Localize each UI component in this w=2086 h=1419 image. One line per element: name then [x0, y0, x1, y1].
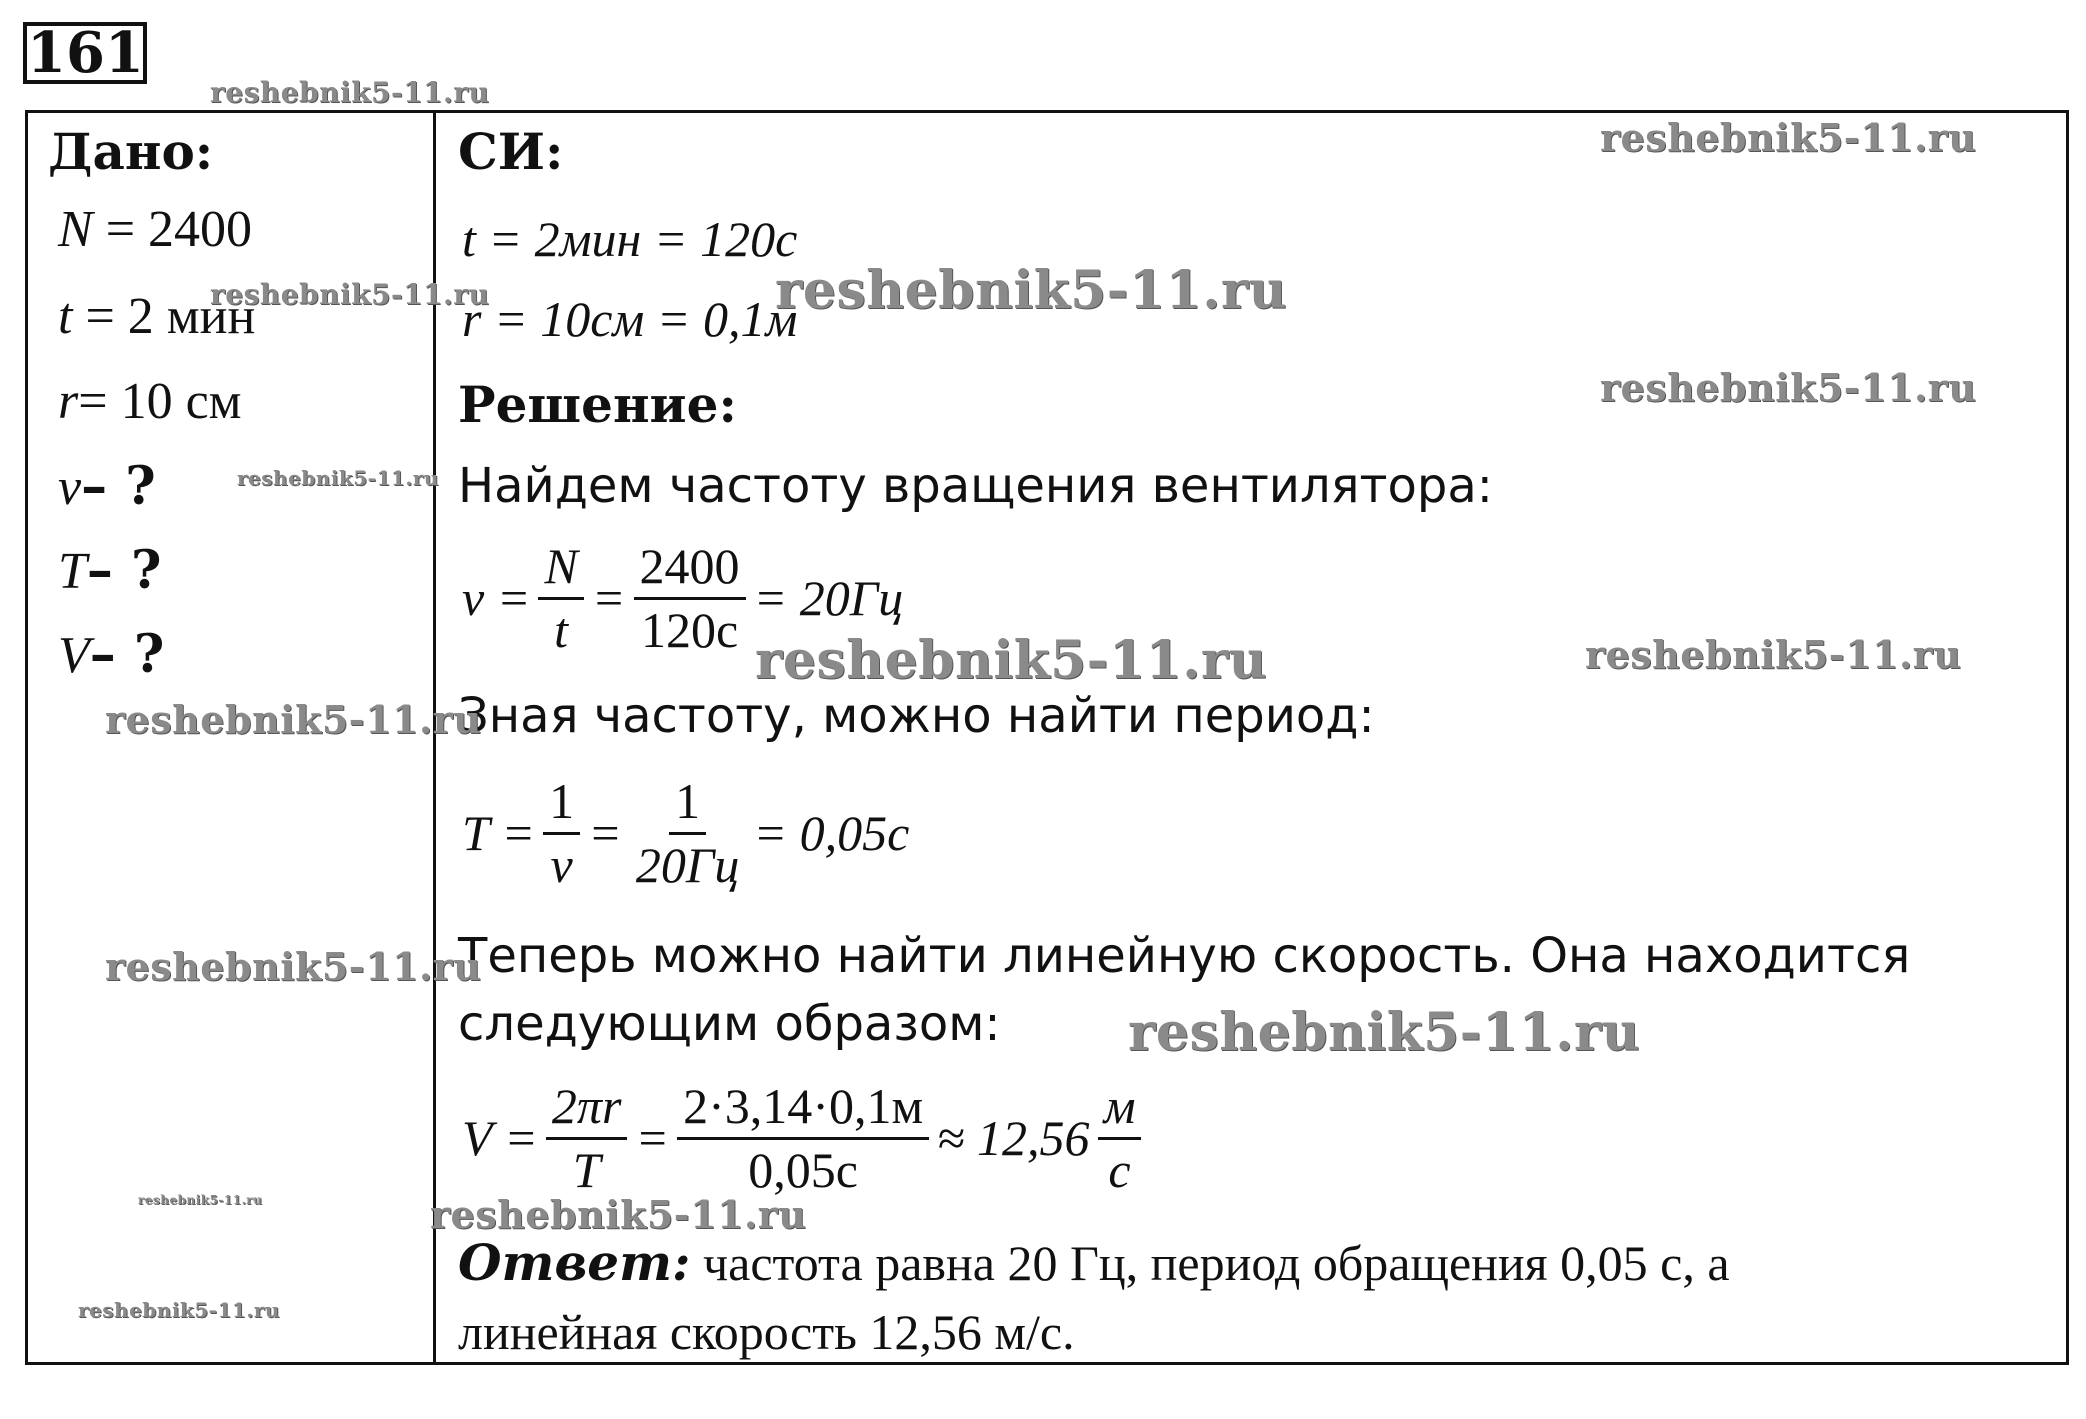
si-radius: r = 10см = 0,1м — [462, 291, 798, 347]
answer-label: Ответ: — [458, 1233, 691, 1292]
given-t: t = 2 мин — [58, 288, 256, 345]
period-formula: T = $\frac{1}{\nu}$ = $\frac{1}{20Гц}$ = 0,05с — [462, 773, 910, 893]
find-frequency-text: Найдем частоту вращения вентилятора: — [458, 458, 1493, 514]
speed-formula: V = $\frac{2\pi r}{T}$ = $\frac{2\cdot 3,14\cdot 0,1м}{0,05с}$ ≈ 12,56 $\frac{м}{с}$ — [462, 1080, 1149, 1196]
unknown-frequency: ν– ? — [58, 456, 156, 517]
watermark: reshebnik5-11.ru — [210, 278, 490, 311]
watermark: reshebnik5-11.ru — [105, 944, 482, 989]
given-n: N = 2400 — [58, 201, 253, 258]
unknown-period: T– ? — [58, 540, 162, 601]
watermark: reshebnik5-11.ru — [237, 466, 439, 490]
si-time: t = 2мин = 120с — [462, 211, 798, 267]
si-header: СИ: — [458, 122, 564, 181]
watermark: reshebnik5-11.ru — [78, 1298, 280, 1322]
answer-line1: Ответ: частота равна 20 Гц, период обращения 0,05 с, а — [458, 1233, 1730, 1292]
watermark: reshebnik5-11.ru — [775, 260, 1288, 321]
answer-line2: линейная скорость 12,56 м/с. — [458, 1304, 1075, 1360]
given-header: Дано: — [48, 122, 214, 181]
watermark: reshebnik5-11.ru — [1600, 365, 1977, 410]
watermark: reshebnik5-11.ru — [210, 76, 490, 109]
frequency-formula: ν = $\frac{N}{t}$ = $\frac{2400}{120с}$ = 20Гц — [462, 538, 904, 658]
given-r: r= 10 см — [58, 373, 242, 430]
watermark: reshebnik5-11.ru — [755, 630, 1268, 691]
solution-header: Решение: — [458, 375, 737, 434]
unknown-speed: V– ? — [58, 624, 165, 685]
watermark: reshebnik5-11.ru — [105, 697, 482, 742]
find-period-text: Зная частоту, можно найти период: — [458, 688, 1375, 744]
watermark: reshebnik5-11.ru — [1585, 632, 1962, 677]
watermark: reshebnik5-11.ru — [1600, 115, 1977, 160]
problem-number: 161 — [23, 22, 147, 84]
watermark: reshebnik5-11.ru — [1128, 1002, 1641, 1063]
watermark: reshebnik5-11.ru — [138, 1193, 263, 1207]
find-speed-text-line2: следующим образом: — [458, 996, 1001, 1052]
find-speed-text-line1: Теперь можно найти линейную скорость. Она находится — [458, 928, 1911, 984]
watermark: reshebnik5-11.ru — [430, 1192, 807, 1237]
